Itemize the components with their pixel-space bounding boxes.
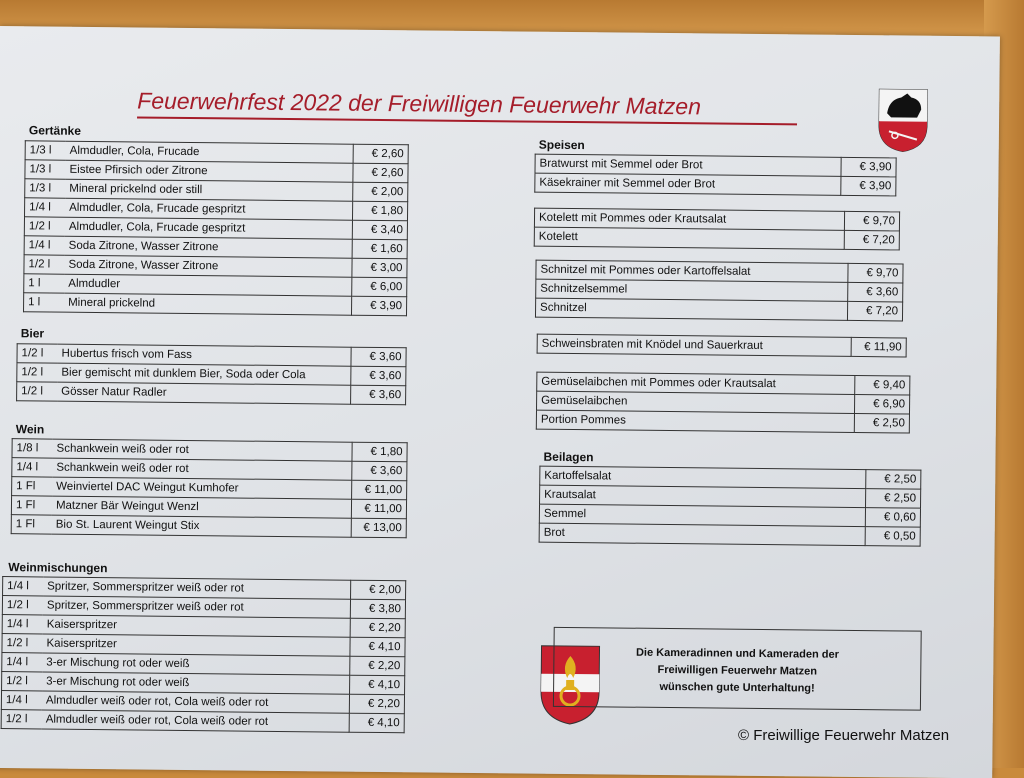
menu-quantity: 1/4 l bbox=[2, 653, 43, 672]
menu-item-price: € 3,60 bbox=[351, 366, 406, 386]
menu-item-price: € 4,10 bbox=[349, 713, 404, 733]
menu-item-name: Schnitzel mit Pommes oder Kartoffelsalat bbox=[536, 260, 848, 282]
speisen-table-3 bbox=[535, 260, 904, 322]
menu-row bbox=[535, 173, 896, 196]
menu-item-price: € 2,20 bbox=[350, 618, 405, 638]
menu-quantity: 1/2 l bbox=[2, 596, 43, 615]
menu-quantity: 1/3 l bbox=[25, 179, 66, 198]
menu-item-name: Matzner Bär Weingut Wenzl bbox=[52, 496, 352, 518]
menu-item-name: Schankwein weiß oder rot bbox=[52, 458, 352, 480]
menu-item-name: Gemüselaibchen bbox=[537, 391, 855, 413]
menu-item-price: € 3,60 bbox=[848, 282, 903, 302]
section-bier: Bier bbox=[20, 326, 45, 341]
menu-item-price: € 4,10 bbox=[350, 637, 405, 657]
menu-item-name: Semmel bbox=[539, 504, 865, 526]
menu-item-price: € 6,00 bbox=[352, 277, 407, 297]
menu-item-name: Hubertus frisch vom Fass bbox=[57, 344, 351, 366]
menu-row bbox=[537, 334, 906, 357]
menu-item-name: Almdudler bbox=[64, 274, 352, 296]
menu-quantity: 1/2 l bbox=[17, 363, 58, 382]
menu-item-name: Spritzer, Sommerspritzer weiß oder rot bbox=[43, 596, 351, 618]
menu-item-price: € 9,70 bbox=[844, 211, 899, 231]
menu-row bbox=[534, 227, 899, 250]
menu-item-name: 3-er Mischung rot oder weiß bbox=[42, 672, 350, 694]
section-wein: Wein bbox=[15, 422, 45, 437]
menu-row bbox=[11, 515, 406, 538]
menu-item-name: Soda Zitrone, Wasser Zitrone bbox=[65, 236, 353, 258]
menu-item-name: Kartoffelsalat bbox=[540, 466, 866, 488]
menu-item-price: € 2,00 bbox=[353, 182, 408, 202]
menu-quantity: 1/4 l bbox=[3, 577, 44, 596]
menu-quantity: 1/2 l bbox=[2, 672, 43, 691]
weinmischungen-table bbox=[1, 576, 407, 733]
menu-row bbox=[17, 382, 406, 405]
menu-quantity: 1 l bbox=[24, 293, 65, 312]
menu-quantity: 1/4 l bbox=[24, 236, 65, 255]
menu-item-price: € 11,90 bbox=[851, 337, 906, 357]
menu-row bbox=[536, 410, 909, 433]
menu-item-name: Schnitzel bbox=[535, 298, 847, 320]
menu-item-price: € 3,90 bbox=[841, 157, 896, 177]
menu-item-name: Schweinsbraten mit Knödel und Sauerkraut bbox=[537, 334, 851, 356]
menu-item-price: € 0,60 bbox=[865, 508, 920, 528]
menu-quantity: 1/2 l bbox=[17, 382, 58, 401]
menu-item-price: € 9,70 bbox=[848, 263, 903, 283]
menu-quantity: 1/4 l bbox=[1, 691, 42, 710]
menu-item-price: € 7,20 bbox=[844, 230, 899, 250]
menu-quantity: 1/2 l bbox=[17, 344, 58, 363]
menu-quantity: 1 Fl bbox=[11, 496, 52, 515]
menu-quantity: 1/2 l bbox=[24, 255, 65, 274]
menu-item-price: € 2,50 bbox=[866, 489, 921, 509]
menu-quantity: 1/4 l bbox=[2, 615, 43, 634]
menu-quantity: 1 l bbox=[24, 274, 65, 293]
menu-item-name: Kotelett bbox=[534, 227, 844, 249]
copyright-watermark: © Freiwillige Feuerwehr Matzen bbox=[738, 727, 950, 744]
menu-sheet bbox=[0, 26, 1000, 778]
menu-quantity: 1/3 l bbox=[25, 160, 66, 179]
menu-item-name: Gemüselaibchen mit Pommes oder Krautsalat bbox=[537, 372, 855, 394]
page-title: Feuerwehrfest 2022 der Freiwilligen Feuerwehr Matzen bbox=[137, 87, 797, 125]
bear-crest-icon bbox=[877, 87, 930, 154]
menu-item-name: Käsekrainer mit Semmel oder Brot bbox=[535, 173, 841, 195]
speisen-table-4 bbox=[537, 334, 907, 358]
menu-item-name: Almdudler, Cola, Frucade gespritzt bbox=[65, 217, 353, 239]
menu-item-name: Bratwurst mit Semmel oder Brot bbox=[535, 154, 841, 176]
menu-item-price: € 11,00 bbox=[351, 499, 406, 519]
menu-item-price: € 7,20 bbox=[847, 301, 902, 321]
menu-item-name: Schnitzelsemmel bbox=[536, 279, 848, 301]
bier-table bbox=[16, 343, 407, 405]
menu-item-price: € 3,80 bbox=[350, 599, 405, 619]
menu-item-price: € 3,60 bbox=[351, 347, 406, 367]
beilagen-table bbox=[539, 466, 922, 547]
menu-item-price: € 2,20 bbox=[349, 694, 404, 714]
menu-quantity: 1/2 l bbox=[2, 634, 43, 653]
menu-item-price: € 1,80 bbox=[352, 442, 407, 462]
menu-item-name: Almdudler weiß oder rot, Cola weiß oder rot bbox=[42, 710, 350, 732]
menu-row bbox=[1, 710, 404, 733]
menu-item-price: € 2,60 bbox=[353, 163, 408, 183]
menu-item-price: € 4,10 bbox=[350, 675, 405, 695]
menu-item-price: € 3,40 bbox=[352, 220, 407, 240]
menu-item-price: € 3,90 bbox=[841, 176, 896, 196]
wein-table bbox=[11, 438, 408, 538]
menu-item-name: 3-er Mischung rot oder weiß bbox=[42, 653, 350, 675]
menu-item-name: Almdudler, Cola, Frucade bbox=[66, 141, 354, 163]
menu-item-price: € 2,60 bbox=[353, 144, 408, 164]
menu-row bbox=[24, 293, 407, 316]
menu-item-name: Portion Pommes bbox=[536, 410, 854, 432]
menu-item-price: € 3,60 bbox=[352, 461, 407, 481]
menu-item-name: Mineral prickelnd oder still bbox=[65, 179, 353, 201]
menu-item-name: Kaiserspritzer bbox=[43, 615, 351, 637]
menu-item-price: € 1,60 bbox=[352, 239, 407, 259]
speisen-table-1 bbox=[534, 154, 896, 197]
menu-quantity: 1 Fl bbox=[12, 477, 53, 496]
menu-quantity: 1/4 l bbox=[12, 458, 53, 477]
speisen-table-5 bbox=[536, 372, 911, 434]
menu-item-price: € 3,00 bbox=[352, 258, 407, 278]
menu-item-name: Weinviertel DAC Weingut Kumhofer bbox=[52, 477, 352, 499]
menu-item-price: € 6,90 bbox=[854, 394, 909, 414]
menu-item-price: € 3,60 bbox=[351, 385, 406, 405]
menu-quantity: 1/2 l bbox=[1, 710, 42, 729]
menu-item-price: € 13,00 bbox=[351, 518, 406, 538]
menu-item-price: € 2,50 bbox=[854, 413, 909, 433]
menu-item-name: Mineral prickelnd bbox=[64, 293, 352, 315]
menu-item-price: € 9,40 bbox=[855, 375, 910, 395]
menu-quantity: 1 Fl bbox=[11, 515, 52, 534]
menu-row bbox=[539, 523, 920, 546]
menu-row bbox=[535, 298, 902, 321]
menu-quantity: 1/3 l bbox=[25, 141, 66, 160]
menu-item-price: € 0,50 bbox=[865, 527, 920, 547]
section-getraenke: Gertänke bbox=[28, 123, 82, 138]
menu-item-name: Krautsalat bbox=[540, 485, 866, 507]
menu-item-name: Soda Zitrone, Wasser Zitrone bbox=[64, 255, 352, 277]
menu-item-price: € 2,20 bbox=[350, 656, 405, 676]
menu-quantity: 1/2 l bbox=[24, 217, 65, 236]
greeting-note bbox=[553, 627, 922, 711]
menu-item-price: € 2,00 bbox=[351, 580, 406, 600]
menu-item-name: Schankwein weiß oder rot bbox=[52, 439, 352, 461]
menu-item-price: € 2,50 bbox=[866, 470, 921, 490]
menu-item-name: Spritzer, Sommerspritzer weiß oder rot bbox=[43, 577, 351, 599]
menu-quantity: 1/4 l bbox=[25, 198, 66, 217]
menu-item-name: Gösser Natur Radler bbox=[57, 382, 351, 404]
menu-item-name: Brot bbox=[539, 523, 865, 545]
note-line-1: Die Kameradinnen und Kameraden der bbox=[635, 646, 839, 661]
menu-item-name: Bio St. Laurent Weingut Stix bbox=[52, 515, 352, 537]
menu-item-price: € 1,80 bbox=[352, 201, 407, 221]
menu-item-name: Eistee Pfirsich oder Zitrone bbox=[65, 160, 353, 182]
getraenke-table bbox=[23, 140, 409, 316]
menu-item-name: Kaiserspritzer bbox=[42, 634, 350, 656]
note-line-2: Freiwilligen Feuerwehr Matzen bbox=[657, 663, 818, 678]
note-line-3: wünschen gute Unterhaltung! bbox=[659, 680, 815, 695]
section-weinmischungen: Weinmischungen bbox=[8, 560, 108, 576]
section-speisen: Speisen bbox=[538, 137, 585, 153]
menu-item-name: Almdudler weiß oder rot, Cola weiß oder rot bbox=[42, 691, 350, 713]
menu-item-name: Almdudler, Cola, Frucade gespritzt bbox=[65, 198, 353, 220]
menu-item-name: Kotelett mit Pommes oder Krautsalat bbox=[534, 208, 844, 230]
section-beilagen: Beilagen bbox=[543, 449, 594, 465]
menu-quantity: 1/8 l bbox=[12, 439, 53, 458]
menu-item-price: € 3,90 bbox=[351, 296, 406, 316]
menu-item-price: € 11,00 bbox=[352, 480, 407, 500]
speisen-table-2 bbox=[534, 208, 900, 251]
menu-item-name: Bier gemischt mit dunklem Bier, Soda oder Cola bbox=[57, 363, 351, 385]
